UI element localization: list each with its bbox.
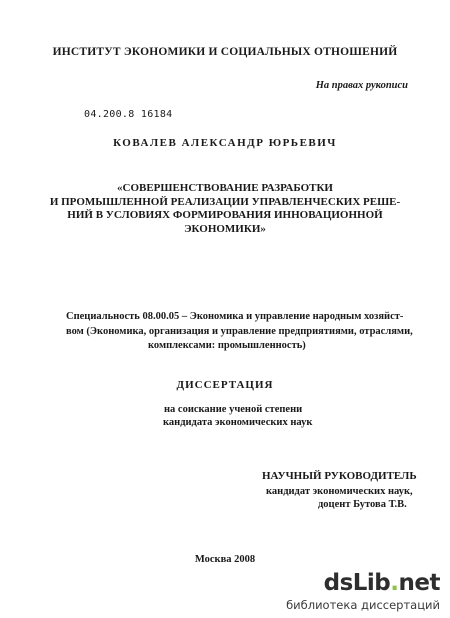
manuscript-rights-note: На правах рукописи [315, 80, 408, 91]
degree-line: на соискание ученой степени [164, 404, 303, 415]
supervisor-degree: кандидат экономических наук, [266, 486, 413, 497]
thesis-title-line: И ПРОМЫШЛЕННОЙ РЕАЛИЗАЦИИ УПРАВЛЕНЧЕСКИХ РЕШЕ- [49, 195, 401, 208]
author-name: КОВАЛЕВ АЛЕКСАНДР ЮРЬЕВИЧ [113, 137, 337, 149]
specialty-line: Специальность 08.00.05 – Экономика и управление народным хозяйст- [66, 311, 404, 322]
watermark-logo [324, 570, 440, 596]
watermark-subtitle: библиотека диссертаций [286, 598, 440, 612]
thesis-title-line: НИЙ В УСЛОВИЯХ ФОРМИРОВАНИЯ ИННОВАЦИОННОЙ [67, 209, 383, 221]
watermark-logo-dot: . [390, 570, 399, 596]
thesis-title-line: «СОВЕРШЕНСТВОВАНИЕ РАЗРАБОТКИ [117, 182, 333, 194]
specialty-line: комплексами: промышленность) [148, 340, 306, 351]
library-stamp-number: 04.200.8 16184 [84, 109, 173, 120]
document-type-label: ДИССЕРТАЦИЯ [176, 379, 274, 391]
supervisor-heading: НАУЧНЫЙ РУКОВОДИТЕЛЬ [262, 470, 417, 482]
supervisor-name: доцент Бутова Т.В. [318, 499, 407, 510]
degree-line: кандидата экономических наук [163, 417, 313, 428]
thesis-title-line: ЭКОНОМИКИ» [184, 222, 266, 235]
watermark-logo-tld: net [398, 570, 440, 596]
city-year: Москва 2008 [194, 554, 256, 565]
watermark-logo-name: dsLib [323, 570, 391, 596]
institute-name: ИНСТИТУТ ЭКОНОМИКИ И СОЦИАЛЬНЫХ ОТНОШЕНИЙ [52, 46, 398, 58]
specialty-line: вом (Экономика, организация и управление предприятиями, отраслями, [66, 326, 413, 337]
